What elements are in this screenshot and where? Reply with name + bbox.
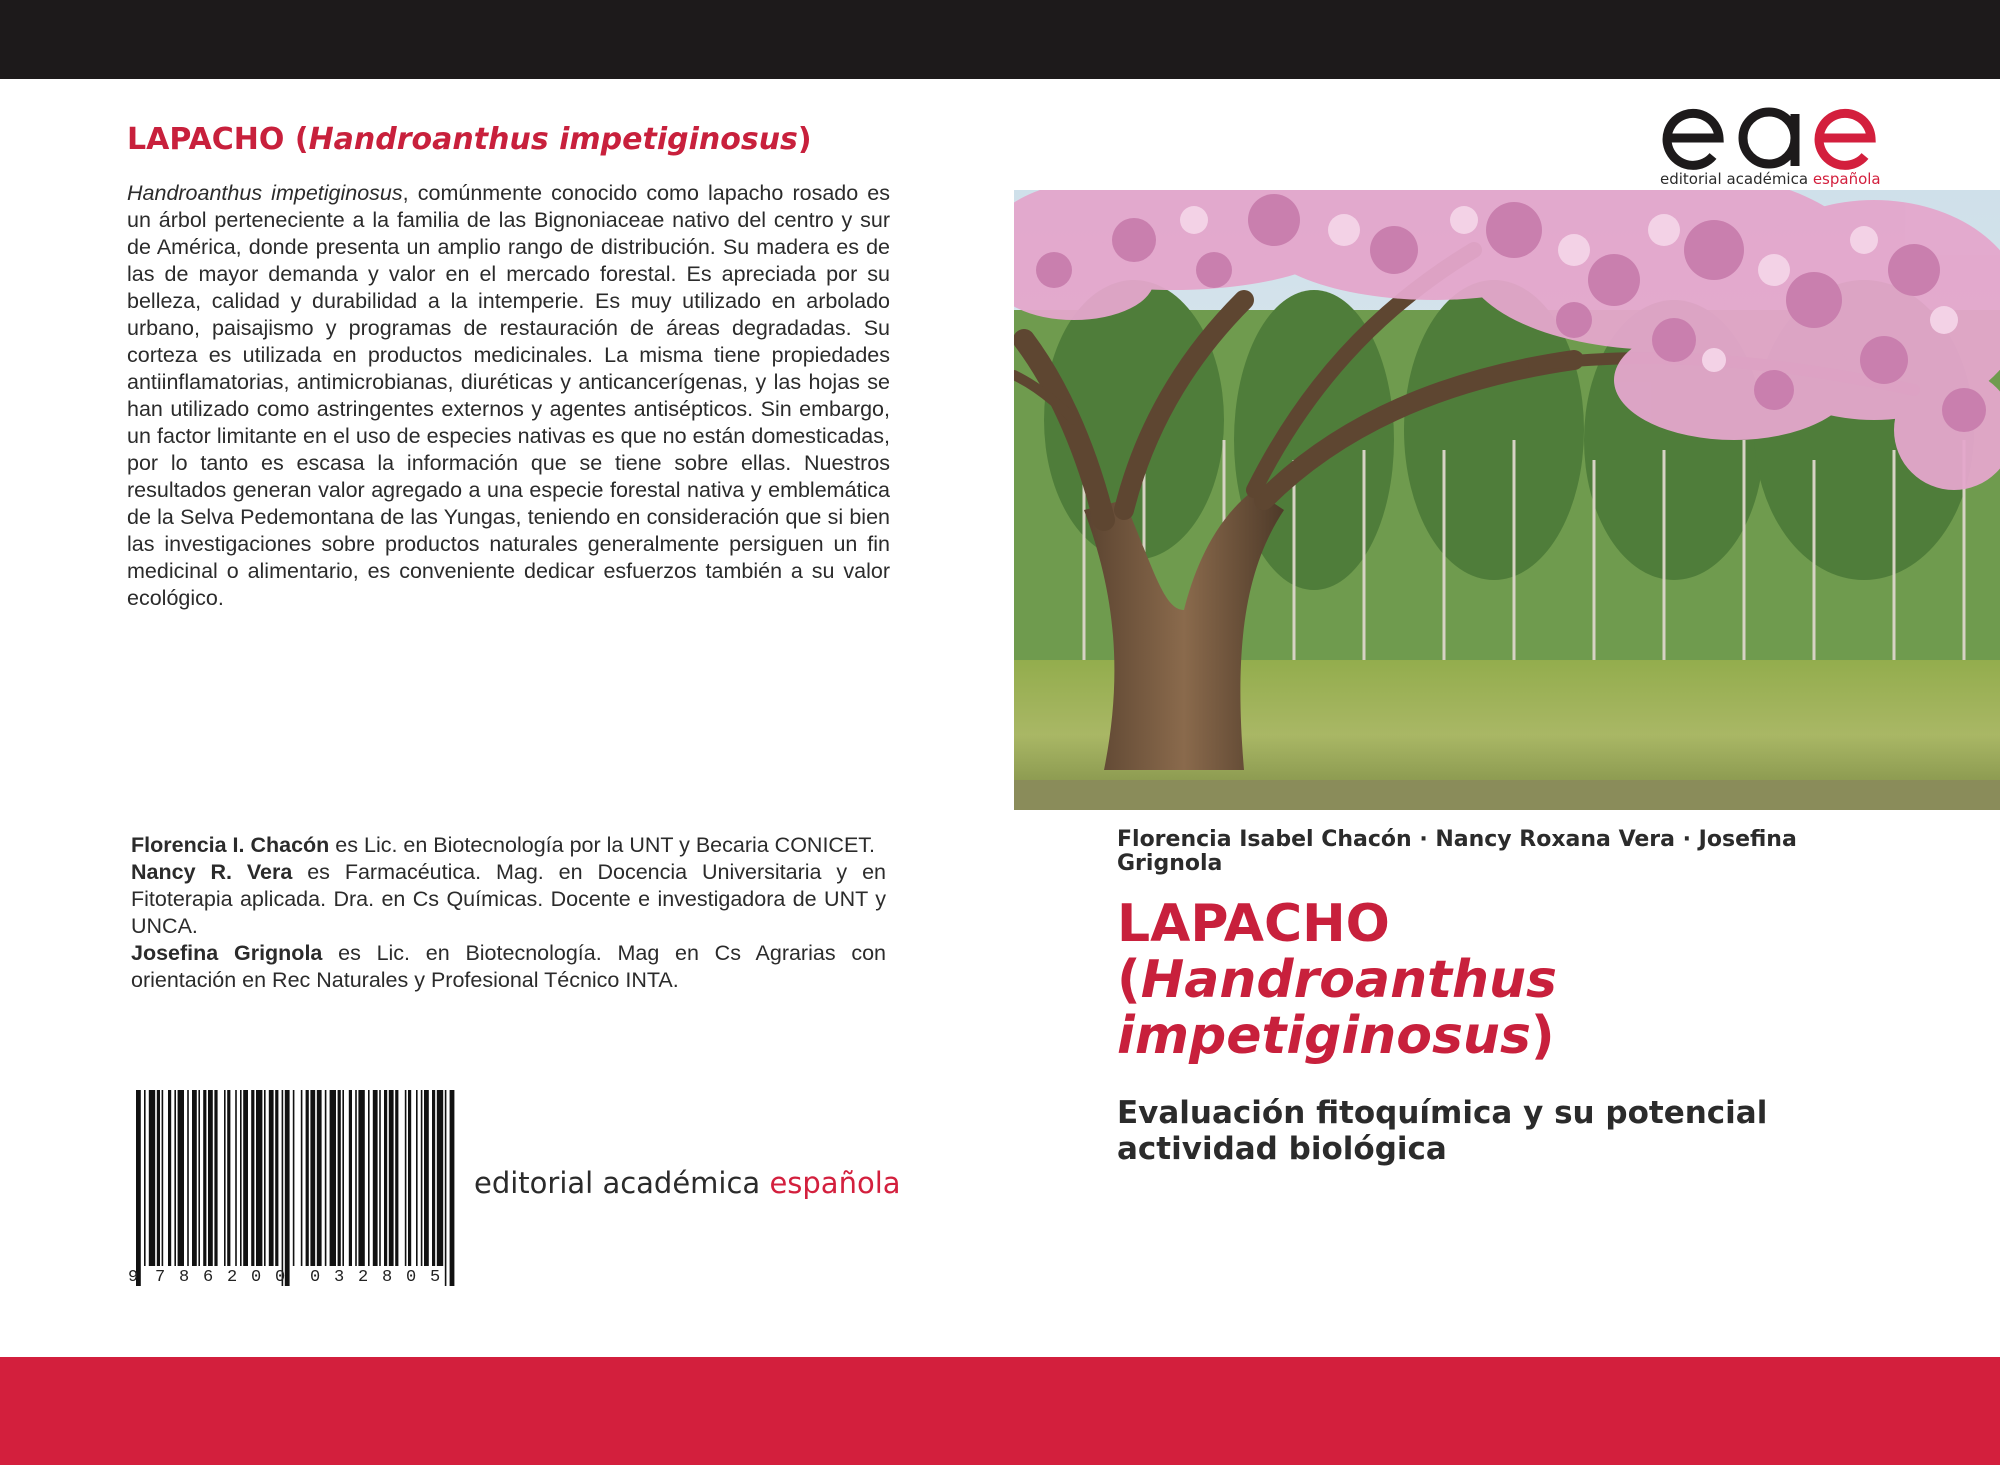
author-bios	[131, 832, 886, 994]
isbn-digit: 3	[334, 1268, 345, 1287]
front-title-line3	[1117, 1008, 1817, 1064]
top-dark-band	[0, 0, 2000, 79]
barcode-bar	[408, 1090, 411, 1266]
isbn-digit: 9	[128, 1268, 139, 1287]
bio-text: es Lic. en Biotecnología. Mag en Cs Agrarias con orientación en Rec Naturales y Profesional Técnico INTA.	[131, 941, 886, 992]
isbn-digit: 0	[406, 1268, 417, 1287]
back-title-close: )	[797, 122, 812, 157]
isbn-digit: 6	[203, 1268, 214, 1287]
barcode-bar	[187, 1090, 189, 1266]
barcode-bar	[389, 1090, 394, 1266]
barcode-bar	[251, 1090, 254, 1266]
bio-text: es Farmacéutica. Mag. en Docencia Universitaria y en Fitoterapia aplicada. Dra. en Cs Químicas. Docente e investigadora de UNT y UNCA.	[131, 860, 886, 938]
barcode-bar	[174, 1090, 176, 1266]
barcode-bar	[168, 1090, 171, 1266]
back-cover-title	[127, 122, 812, 157]
barcode-bar	[405, 1090, 407, 1266]
barcode-bar	[349, 1090, 352, 1266]
barcode-icon	[128, 1090, 458, 1290]
barcode-bar	[368, 1090, 370, 1266]
lapacho-tree-photo-icon	[1014, 190, 2000, 810]
publisher-plain: editorial académica	[474, 1166, 770, 1200]
isbn-digit: 2	[358, 1268, 369, 1287]
barcode-bar	[384, 1090, 387, 1266]
barcode-bar	[432, 1090, 435, 1266]
barcode-bar	[342, 1090, 344, 1266]
barcode-bar	[214, 1090, 217, 1266]
barcode-bar	[198, 1090, 200, 1266]
barcode-bar	[301, 1090, 303, 1266]
bio-text: es Lic. en Biotecnología por la UNT y Becaria CONICET.	[329, 833, 876, 857]
front-cover-title	[1117, 896, 1817, 1064]
bio-name: Josefina Grignola	[131, 941, 323, 965]
barcode-bar	[416, 1090, 418, 1266]
back-title-main: LAPACHO (	[127, 122, 309, 157]
barcode-bar	[379, 1090, 381, 1266]
barcode-bar	[149, 1090, 155, 1266]
barcode-bar	[269, 1090, 274, 1266]
front-title-genus: Handroanthus	[1140, 950, 1557, 1010]
barcode-bar	[310, 1090, 315, 1266]
barcode-bar	[162, 1090, 164, 1266]
barcode-bar	[192, 1090, 197, 1266]
barcode-bar	[157, 1090, 160, 1266]
front-title-paren-close: )	[1530, 1006, 1555, 1066]
isbn-digit: 8	[382, 1268, 393, 1287]
bio-chacon	[131, 832, 886, 859]
front-cover-authors: Florencia Isabel Chacón · Nancy Roxana Vera · Josefina Grignola	[1117, 827, 1797, 876]
isbn-digit: 0	[310, 1268, 321, 1287]
barcode-bar	[355, 1090, 357, 1266]
publisher-accent: española	[769, 1166, 901, 1200]
barcode-bar	[144, 1090, 146, 1266]
isbn-digit: 5	[430, 1268, 441, 1287]
barcode-bar	[293, 1090, 295, 1266]
isbn-digit: 8	[179, 1268, 190, 1287]
front-title-line2	[1117, 952, 1817, 1008]
barcode-bar	[256, 1090, 262, 1266]
barcode-bar	[330, 1090, 336, 1266]
barcode-bar	[243, 1090, 248, 1266]
bio-name: Nancy R. Vera	[131, 860, 293, 884]
logo-caption	[1660, 170, 1881, 188]
front-title-species: impetiginosus	[1117, 1006, 1531, 1066]
barcode-bar	[450, 1090, 455, 1286]
barcode-bar	[373, 1090, 378, 1266]
barcode-bar	[421, 1090, 423, 1266]
abstract-species-name: Handroanthus impetiginosus	[127, 181, 403, 205]
bottom-red-band	[0, 1357, 2000, 1465]
front-cover-subtitle: Evaluación fitoquímica y su potencial actividad biológica	[1117, 1095, 1768, 1167]
barcode-bar	[358, 1090, 364, 1266]
barcode-bar	[264, 1090, 266, 1266]
barcode-bar	[282, 1090, 284, 1286]
abstract-text: , comúnmente conocido como lapacho rosado es un árbol perteneciente a la familia de las Bignoniaceae nativo del centro y sur de América, donde presenta un amplio rango de distribución. Su madera es de las de mayor demanda y valor en el mercado forestal. Es apreciada por su belleza, calidad y durabilidad a la intemperie. Es muy utilizado en arbolado urbano, paisajismo y programas de restauración de áreas degradadas. Su corteza es utilizada en productos medicinales. La misma tiene propiedades antiinflamatorias, antimicrobianas, diuréticas y anticancerígenas, y las hojas se han utilizado como astringentes externos y agentes antisépticos. Sin embargo, un factor limitante en el uso de especies nativas es que no están domesticadas, por lo tanto es escasa la información que se tiene sobre ellas. Nuestros resultados generan valor agregado a una especie forestal nativa y emblemática de la Selva Pedemontana de las Yungas, teniendo en consideración que si bien las investigaciones sobre productos naturales generalmente persiguen un fin medicinal o alimentario, es conveniente dedicar esfuerzos también a su valor ecológico.	[127, 181, 891, 610]
barcode-bar	[203, 1090, 206, 1266]
barcode-bar	[235, 1090, 237, 1266]
barcode-bar	[178, 1090, 184, 1266]
back-title-italic: Handroanthus impetiginosus	[308, 122, 798, 157]
barcode-bar	[338, 1090, 341, 1266]
barcode-bar	[224, 1090, 226, 1266]
barcode-bar	[208, 1090, 213, 1266]
logo-caption-accent: española	[1812, 170, 1881, 188]
barcode-bar	[437, 1090, 443, 1266]
barcode-bar	[227, 1090, 230, 1266]
bio-grignola	[131, 940, 886, 994]
barcode-bar	[136, 1090, 141, 1286]
bio-name: Florencia I. Chacón	[131, 833, 330, 857]
barcode-bar	[306, 1090, 309, 1266]
barcode-bar	[325, 1090, 327, 1266]
barcode-bar	[275, 1090, 278, 1266]
bio-vera	[131, 859, 886, 940]
barcode-bar	[445, 1090, 447, 1286]
front-title-line1: LAPACHO	[1117, 894, 1390, 954]
logo-caption-plain: editorial académica	[1660, 170, 1813, 188]
barcode-bar	[285, 1090, 290, 1286]
barcode-bar	[240, 1090, 242, 1266]
publisher-name	[474, 1166, 901, 1200]
back-cover-abstract	[127, 180, 890, 612]
isbn-digit: 2	[227, 1268, 238, 1287]
barcode-bar	[395, 1090, 398, 1266]
isbn-digit: 0	[275, 1268, 286, 1287]
isbn-digit: 7	[155, 1268, 166, 1287]
barcode-bar	[424, 1090, 429, 1266]
front-title-paren-open: (	[1117, 950, 1141, 1010]
barcode-bar	[317, 1090, 322, 1266]
isbn-digit: 0	[251, 1268, 262, 1287]
